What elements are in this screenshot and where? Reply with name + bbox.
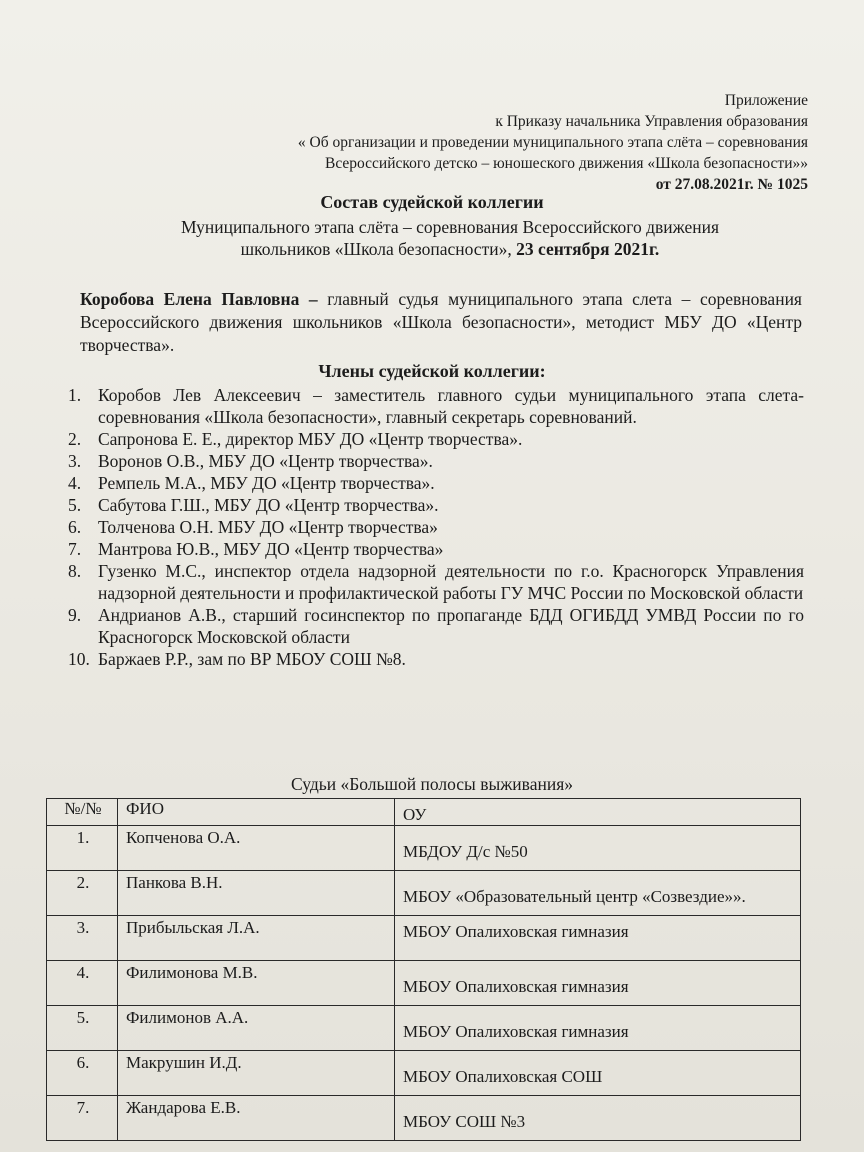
header-org-label: ОУ [403,805,427,824]
chief-judge-role: главный судья муниципального этапа слета – соревнования Всероссийского движения школьников «Школа безопасности», методист МБУ ДО «Центр творчества». [80,289,802,355]
document-subtitle [100,216,800,260]
table-row [47,916,801,961]
list-text: Андрианов А.В., старший госинспектор по пропаганде БДД ОГИБДД УМВД России по го Красногорск Московской области [98,605,804,647]
list-number: 5. [68,495,82,515]
row-name: Макрушин И.Д. [118,1051,395,1096]
list-item [68,560,804,604]
list-number: 8. [68,561,82,581]
row-org-text: МБОУ Опалиховская гимназия [403,977,629,996]
list-text: Сабутова Г.Ш., МБУ ДО «Центр творчества». [98,495,439,515]
row-org [395,1096,801,1141]
table-row [47,1051,801,1096]
appendix-line: Всероссийского детско – юношеского движения «Школа безопасности»» [325,155,808,172]
list-text: Ремпель М.А., МБУ ДО «Центр творчества». [98,473,435,493]
row-org-text: МБОУ «Образовательный центр «Созвездие»». [403,887,746,906]
list-item [68,648,804,670]
list-item [68,604,804,648]
appendix-line: к Приказу начальника Управления образования [495,113,808,130]
list-number: 2. [68,429,82,449]
list-text: Мантрова Ю.В., МБУ ДО «Центр творчества» [98,539,444,559]
document-title: Состав судейской коллегии [320,192,544,212]
header-org [395,799,801,826]
list-number: 6. [68,517,82,537]
row-org [395,1006,801,1051]
order-number: от 27.08.2021г. № 1025 [655,176,808,193]
list-text: Гузенко М.С., инспектор отдела надзорной деятельности по г.о. Красногорск Управления надзорной деятельности и профилактической работы ГУ МЧС России по Московской области [98,561,804,603]
row-num: 6. [47,1051,118,1096]
subtitle-text: школьников «Школа безопасности», [240,239,512,259]
members-heading: Члены судейской коллегии: [318,361,546,381]
chief-judge-name: Коробова Елена Павловна – [80,289,318,309]
row-name: Жандарова Е.В. [118,1096,395,1141]
table-row [47,871,801,916]
row-org [395,1051,801,1096]
list-text: Толченова О.Н. МБУ ДО «Центр творчества» [98,517,438,537]
header-name: ФИО [118,799,395,826]
list-text: Баржаев Р.Р., зам по ВР МБОУ СОШ №8. [98,649,406,669]
row-num: 4. [47,961,118,1006]
row-num: 7. [47,1096,118,1141]
members-list [68,384,804,670]
list-item [68,538,804,560]
row-org-text: МБОУ Опалиховская гимназия [403,922,629,941]
row-org [395,916,801,961]
row-num: 2. [47,871,118,916]
appendix-line: « Об организации и проведении муниципального этапа слёта – соревнования [297,134,808,151]
row-org [395,826,801,871]
list-text: Сапронова Е. Е., директор МБУ ДО «Центр творчества». [98,429,523,449]
row-name: Копченова О.А. [118,826,395,871]
row-num: 1. [47,826,118,871]
header-num: №/№ [47,799,118,826]
judges-table [46,798,801,1141]
table-row [47,1096,801,1141]
table-header-row [47,799,801,826]
table-row [47,826,801,871]
row-org-text: МБОУ Опалиховская гимназия [403,1022,629,1041]
row-org-text: МБОУ СОШ №3 [403,1112,526,1131]
appendix-header [168,90,808,195]
list-number: 9. [68,605,82,625]
subtitle-line [100,238,800,260]
chief-judge-paragraph [80,288,802,357]
list-number: 1. [68,385,82,405]
table-row [47,1006,801,1051]
list-item [68,450,804,472]
list-item [68,428,804,450]
list-number: 7. [68,539,82,559]
event-date: 23 сентября 2021г. [511,239,660,259]
subtitle-line: Муниципального этапа слёта – соревнования Всероссийского движения [180,217,720,237]
table-row [47,961,801,1006]
row-org [395,961,801,1006]
list-number: 3. [68,451,82,471]
list-item [68,472,804,494]
list-number: 10. [68,649,90,669]
table-caption: Судьи «Большой полосы выживания» [290,774,574,794]
list-text: Коробов Лев Алексеевич – заместитель главного судьи муниципального этапа слета-соревнования «Школа безопасности», главный секретарь соревнований. [98,385,804,427]
appendix-line: Приложение [724,92,808,109]
row-name: Филимонова М.В. [118,961,395,1006]
row-name: Филимонов А.А. [118,1006,395,1051]
row-org-text: МБОУ Опалиховская СОШ [403,1067,603,1086]
row-name: Прибыльская Л.А. [118,916,395,961]
row-org-text: МБДОУ Д/с №50 [403,842,528,861]
list-item [68,516,804,538]
row-name: Панкова В.Н. [118,871,395,916]
list-text: Воронов О.В., МБУ ДО «Центр творчества». [98,451,433,471]
list-number: 4. [68,473,82,493]
list-item [68,384,804,428]
row-num: 5. [47,1006,118,1051]
row-org [395,871,801,916]
list-item [68,494,804,516]
row-num: 3. [47,916,118,961]
